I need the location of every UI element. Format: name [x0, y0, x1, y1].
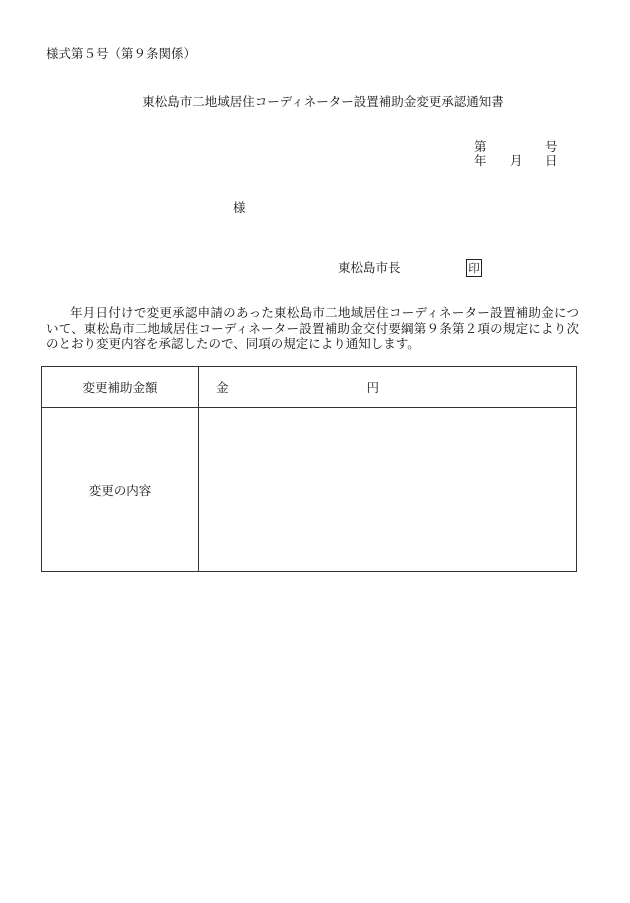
addressee-suffix: 様 [233, 200, 246, 215]
body-text: 日付けで変更承認申請のあった東松島市二地域居住コーディネーター設置補助金について、東松島市二地域居住コーディネーター設置補助金交付要綱第９条第２項の規定により次のとおり変更内容を承認したので、同項の規定により通知します。 [46, 305, 579, 351]
body-month: 月 [82, 305, 96, 320]
change-content-cell[interactable] [199, 408, 577, 572]
body-paragraph [46, 305, 579, 352]
issuer: 東松島市長 [338, 260, 401, 275]
document-title: 東松島市二地域居住コーディネーター設置補助金変更承認通知書 [142, 94, 504, 109]
change-content-label: 変更の内容 [42, 408, 199, 572]
date-day: 日 [545, 153, 558, 168]
amount-label: 変更補助金額 [42, 367, 199, 408]
doc-number-suffix: 号 [545, 139, 558, 154]
amount-cell[interactable] [199, 367, 577, 408]
amount-prefix: 金 [216, 380, 229, 395]
body-year: 年 [70, 305, 83, 320]
date-month: 月 [510, 153, 523, 168]
change-table [41, 366, 577, 572]
form-number: 様式第５号（第９条関係） [46, 46, 197, 61]
doc-number-prefix: 第 [474, 139, 487, 154]
date-year: 年 [474, 153, 487, 168]
table-row [42, 367, 577, 408]
table-row [42, 408, 577, 572]
seal-mark: 印 [466, 259, 482, 277]
amount-unit: 円 [366, 380, 380, 395]
